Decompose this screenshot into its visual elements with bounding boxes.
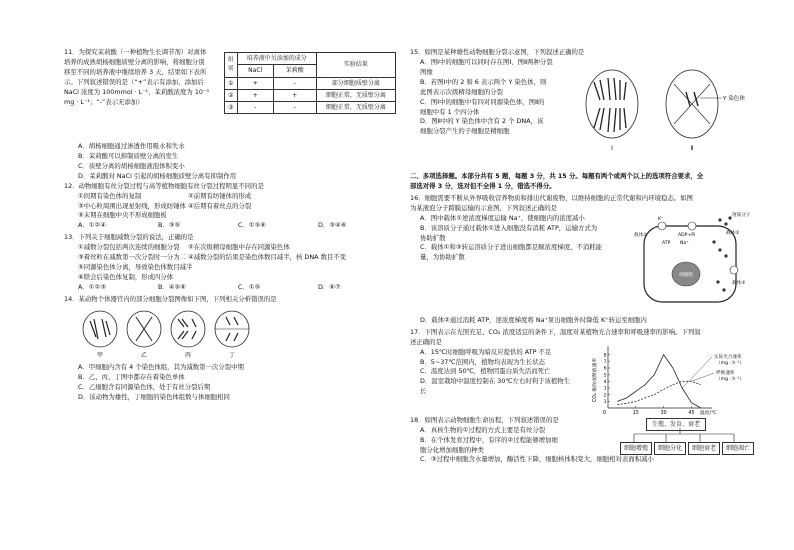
fig-carrier-1-label: 载体① xyxy=(634,232,648,238)
q18-option-b: B．在个体发育过程中，有序的②过程能够增加细 xyxy=(420,435,558,444)
fig-nucleus-label: 细胞膜 xyxy=(679,272,693,278)
table-cell: - xyxy=(237,102,273,114)
q11-option-a: A．胡杨细胞通过渗透作用吸水和失水 xyxy=(78,142,185,150)
table-cell: + xyxy=(273,89,316,101)
q15-option-c: C．图Ⅰ中的细胞中有四对同源染色体，图Ⅱ的 xyxy=(420,97,545,106)
chart-legend-leader-2 xyxy=(691,373,714,381)
chart-x-tick-label: 30 xyxy=(660,410,667,416)
q17-option-b: B．5~37℃范围内，植物均表现为生长状态 xyxy=(420,357,545,366)
q15-option-c-cont: 细胞中有 1 个四分体 xyxy=(420,107,480,116)
chart-y-tick-label: 8 xyxy=(603,353,607,359)
fig-carrier-2-label: 载体② xyxy=(726,230,740,236)
chart-y-tick-label: 2 xyxy=(603,393,607,399)
chart-y-tick-label: 4 xyxy=(603,379,607,385)
q15-option-d: D．图Ⅱ中的 Y 染色体中含有 2 个 DNA，该 xyxy=(420,117,544,126)
q15-option-a-cont: 图像 xyxy=(420,67,433,76)
chart-origin-label: 0 xyxy=(602,409,606,416)
chart-y-tick-label: 5 xyxy=(603,373,607,379)
q17-option-d: D．温室栽培中温度控制在 30℃左右时利于该植物生 xyxy=(420,377,571,386)
q11-option-b: B．茉莉酸可以抑制质壁分离的发生 xyxy=(78,151,179,160)
table-header-medium: 培养液中另添加的成分 xyxy=(237,53,316,65)
q16-option-c: C．载体①和③转运溶质分子进出细胞都是顺浓度梯度，不消耗能 xyxy=(420,243,603,252)
chart-legend-1-unit: （mg · h⁻¹） xyxy=(716,360,745,366)
chart-series-line-1 xyxy=(617,354,700,407)
q12-item: ①间期有染色体的复制 xyxy=(78,191,142,200)
q16-option-d: D．载体②通过消耗 ATP，逆浓度梯度将 Na⁺泵出细胞外时降低 K⁺转运至细胞内 xyxy=(420,315,647,324)
table-cell: ② xyxy=(225,89,238,101)
section-2-line-1: 二、多项选择题。本部分共有 5 题，每题 3 分，共 15 分。每题有两个或两个以上的选项符合要求，全 xyxy=(410,172,704,180)
q14-option-a: A．甲细胞内含有 4 个染色体组，其为减数第一次分裂中期 xyxy=(78,362,244,371)
label-ding: 丁 xyxy=(228,351,236,359)
q11-stem-5: NaCl 浓度为 100mmol · L⁻¹，茉莉酸浓度为 10⁻³ xyxy=(64,87,209,96)
fig-adp-label: ADP+Pi xyxy=(678,232,696,238)
right-column xyxy=(410,48,750,478)
cell-division-figures xyxy=(78,307,258,361)
table-header-result: 实验结果 xyxy=(316,53,395,78)
chart-y-tick-label: 1 xyxy=(603,399,607,405)
chart-x-tick-label: 45 xyxy=(688,410,695,416)
chart-legend-2: 呼吸速率 xyxy=(716,370,735,376)
q11-stem-4: 示。下列叙述错误的是（“+”表示有添加，添加后 xyxy=(64,77,204,86)
question-18 xyxy=(410,416,750,476)
question-16 xyxy=(410,194,750,314)
flow-box-apoptosis: 细胞凋亡 xyxy=(722,442,754,455)
q14-option-b: B．乙、丙、丁图中都存在着染色单体 xyxy=(78,372,185,381)
question-14 xyxy=(64,295,396,403)
q16-option-c-cont: 量，为协助扩散 xyxy=(420,253,465,262)
q11-stem-1: 11．为探究茉莉酸（一种植物生长调节剂）对离体 xyxy=(64,48,207,56)
table-cell: 细胞正常，无质壁分离 xyxy=(316,102,395,114)
chart-y-tick-label: 3 xyxy=(603,386,607,392)
flow-box-senescence: 细胞衰老 xyxy=(688,442,720,455)
flow-box-differentiation: 细胞分化 xyxy=(654,442,686,455)
cell-bing xyxy=(171,311,205,359)
q13-option-c: C．①⑤ xyxy=(238,282,261,291)
table-header-nacl: NaCl xyxy=(237,65,273,77)
left-column xyxy=(64,48,396,404)
q13-item: ⑥联会后染色体复制，形成四分体 xyxy=(78,272,174,281)
q13-item: ③着丝粒在减数第一次分裂时一分为二 xyxy=(78,253,186,262)
q17-stem-2: 述正确的是 xyxy=(410,337,442,346)
q11-option-c: C．质壁分离的胡杨细胞液泡体积变小 xyxy=(78,161,185,170)
q15-option-b: B．若图Ⅰ中的 2 和 6 表示两个 Y 染色体，则 xyxy=(420,77,547,86)
label-yi: 乙 xyxy=(140,351,148,359)
q13-item: ②在次级精母细胞中存在同源染色体 xyxy=(188,243,290,252)
q12-item: ④后期有着丝点的分裂 xyxy=(188,201,252,210)
label-bing: 丙 xyxy=(184,351,192,359)
fig-atp-label: ATP xyxy=(662,240,671,246)
question-13 xyxy=(64,233,396,293)
q17-option-c: C．温度达到 50℃，植物因蛋白质失活而死亡 xyxy=(420,367,551,376)
q13-option-d: D．⑥⑦ xyxy=(318,282,341,291)
chart-series xyxy=(617,354,714,407)
cell-jia xyxy=(83,311,117,359)
chart-legend-1: 实际光合速率 xyxy=(714,354,742,360)
q17-stem-1: 17．下图表示在光照充足、CO₂ 浓度适宜的条件下，温度对某植物光合速率和呼吸速率的影响。下列叙 xyxy=(410,327,701,336)
q15-stem: 15．如图是某种雄性动物细胞分裂示意图，下列叙述正确的是 xyxy=(410,48,585,56)
q12-option-c: C．①⑤⑥ xyxy=(238,221,267,230)
fig-y-chromosome-label: Y 染色体 xyxy=(723,96,745,102)
fig-label-ii: Ⅱ xyxy=(690,145,694,152)
q12-option-d: D．③④⑥ xyxy=(318,221,347,230)
q16-membrane-figure xyxy=(634,212,752,308)
q16-stem-1: 16．细胞需要不断从外界吸收营养物质和排出代谢废物，以维持细胞的正常代谢和内环境稳态。如图 xyxy=(410,193,693,202)
q12-option-a: A．①②④ xyxy=(78,221,106,230)
q11-stem-3: 移至不同的培养液中继续培养 3 天，结果如下表所 xyxy=(64,67,207,76)
table-cell: 细胞正常，无质壁分离 xyxy=(316,89,395,101)
chart-y-axis-label: CO₂ 吸收或释放速率 xyxy=(593,357,598,402)
q12-option-b: B．③⑤ xyxy=(158,221,181,230)
q14-stem: 14．某动物个体器官内的部分细胞分裂图像如下图，下列相关分析错误的是 xyxy=(64,294,277,303)
q13-option-b: B．④⑤⑥ xyxy=(158,282,186,291)
chart-x-axis-label: 温度/℃ xyxy=(700,410,717,416)
q11-option-d: D．茉莉酸对 NaCl 引起的胡杨细胞质壁分离有抑制作用 xyxy=(78,171,237,180)
table-cell: ③ xyxy=(225,102,238,114)
q18-stem: 18．如图表示动物细胞生命历程，下列叙述错误的是 xyxy=(410,415,559,424)
q13-item: ①减数分裂包括两次连续的细胞分裂 xyxy=(78,243,180,252)
table-cell: - xyxy=(273,77,316,89)
chart-x-tick-label: 15 xyxy=(632,410,639,416)
q18-option-a: A．真核生物的①过程的方式主要是有丝分裂 xyxy=(420,425,546,434)
q14-option-d: D．该动物为雄性，丁细胞的染色体组数与体细胞相同 xyxy=(78,392,230,401)
question-12 xyxy=(64,182,396,232)
q16-stem-2: 为某液泡分子跨膜运输的示意图，下列叙述正确的是 xyxy=(410,203,557,212)
fig-solute-label: 溶质分子 xyxy=(732,212,751,218)
q14-figure xyxy=(64,307,396,363)
fig-label-i: Ⅰ xyxy=(611,145,613,152)
q17-chart xyxy=(592,344,752,418)
cell-yi xyxy=(127,311,161,359)
table-header-group: 组别 xyxy=(225,53,238,78)
q13-option-a: A．①②③ xyxy=(78,282,106,291)
chart-series-line-2 xyxy=(617,381,700,404)
table-cell: - xyxy=(273,102,316,114)
q12-item: ③中心粒周围出现星射线，形成纺锤体 xyxy=(78,201,186,210)
q18-option-b-cont: 胞分化增加细胞的种类 xyxy=(420,445,484,454)
section-2-header xyxy=(410,172,750,192)
q18-option-c: C．③过程中细胞含水量增加，酶活性下降，细胞核体积变大，细胞相对表面积减小 xyxy=(420,455,654,464)
q17-option-a: A．15℃时细胞呼吸为暗反应提供的 ATP 不足 xyxy=(420,347,552,356)
q15-figure xyxy=(582,62,752,154)
flow-box-proliferation: 细胞增殖 xyxy=(620,442,652,455)
table-cell: ① xyxy=(225,77,238,89)
label-jia: 甲 xyxy=(96,351,104,359)
flow-top-box: 生殖、发育、衰老 xyxy=(646,418,706,431)
q16-option-b: B．该溶质分子通过载体①进入细胞没有消耗 ATP，运输方式为 xyxy=(420,223,598,232)
q15-option-a: A．图Ⅰ中的细胞可以同时存在图Ⅰ、图Ⅱ两种分裂 xyxy=(420,57,553,66)
q13-stem: 13．下列关于细胞减数分裂的说法，正确的是 xyxy=(64,233,194,242)
q11-table xyxy=(224,52,396,114)
chart-y-tick-label: 7 xyxy=(603,359,607,365)
q15-option-b-cont: 此图表示次级精母细胞的分裂 xyxy=(420,87,504,96)
chart-y-tick-label: 6 xyxy=(603,366,607,372)
question-17 xyxy=(410,328,750,414)
q12-stem: 12．动物细胞有丝分裂过程与高等植物细胞有丝分裂过程明显不同的是 xyxy=(64,181,264,190)
q12-item: ②前期有纺锤体的形成 xyxy=(188,191,252,200)
q11-stem-6: mg · L⁻¹；“-”表示无添加） xyxy=(64,97,144,106)
q11-stem-2: 培养的成熟胡杨细胞质壁分离的影响，将细胞分别 xyxy=(64,57,205,66)
cell-ding xyxy=(215,311,249,359)
fig-na-label: Na⁺ xyxy=(680,240,689,246)
table-cell: 部分细胞质壁分离 xyxy=(316,77,395,89)
chart-legend-2-unit: （mg · h⁻¹） xyxy=(716,376,745,382)
q16-option-a: A．图中载体①逆浓度梯度运输 Na⁺，使细胞内的浓度减小 xyxy=(420,213,585,222)
fig-k-label: K⁺ xyxy=(658,216,664,222)
question-15 xyxy=(410,48,750,170)
table-header-ja: 茉莉酸 xyxy=(273,65,316,77)
q12-item: ⑤末期在细胞中央不形成细胞板 xyxy=(78,211,167,220)
q14-option-c: C．乙细胞含有同源染色体，处于有丝分裂后期 xyxy=(78,382,211,391)
q16-option-b-cont: 协助扩散 xyxy=(420,233,446,242)
q17-option-d-cont: 长 xyxy=(420,387,427,396)
q13-item: ④减数分裂的结果是染色体数目减半，核 DNA 数目不变 xyxy=(188,253,347,262)
table-cell: + xyxy=(237,89,273,101)
q13-item: ⑤同源染色体分离，导致染色体数目减半 xyxy=(78,263,193,272)
section-2-line-2: 部选对得 3 分，选对但不全得 1 分，错选不得分。 xyxy=(410,181,556,190)
question-11 xyxy=(64,48,396,140)
q15-option-d-cont: 细胞分裂产生的子细胞是精细胞 xyxy=(420,127,510,136)
fig-carrier-3-label: 载体③ xyxy=(732,280,746,286)
table-cell: + xyxy=(237,77,273,89)
